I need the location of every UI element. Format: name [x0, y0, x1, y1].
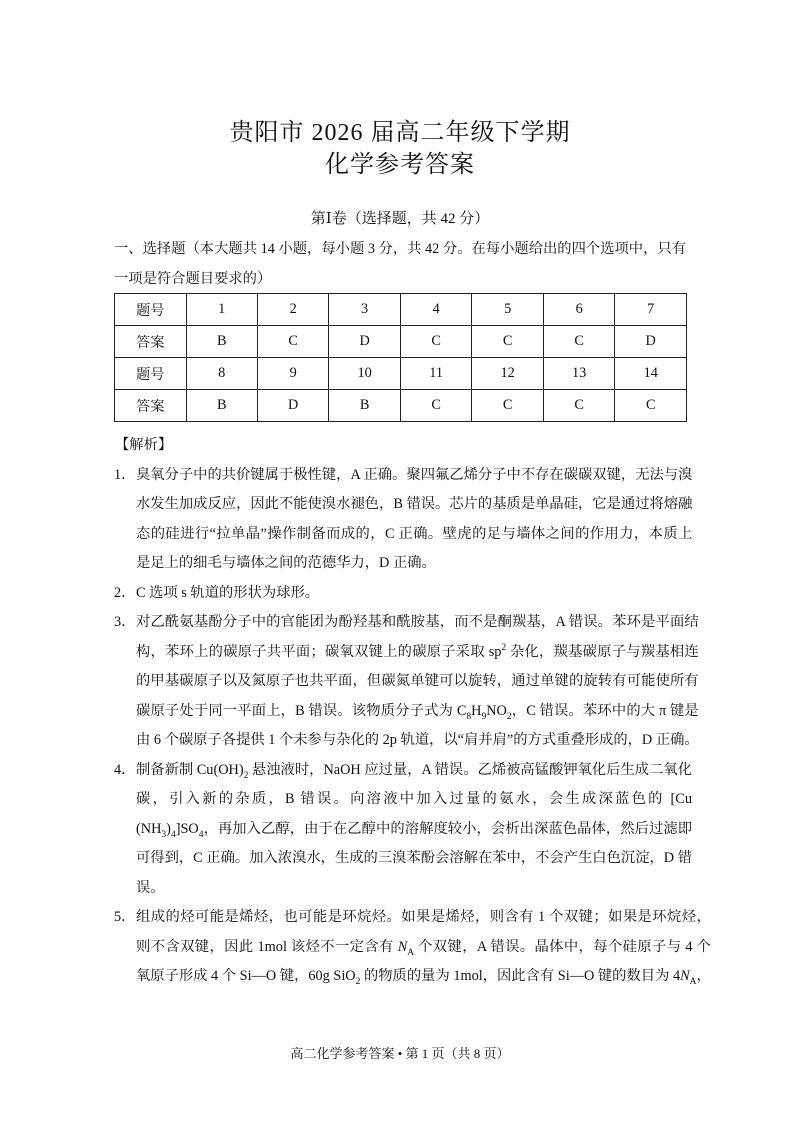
table-cell: 3	[329, 294, 401, 326]
text-line	[136, 874, 692, 904]
table-cell: 5	[472, 294, 544, 326]
text-run: 悬浊液时，NaOH 应过量，A 错误。乙烯被高锰酸钾氧化后生成二氧化	[248, 761, 692, 778]
analysis-item	[114, 579, 686, 609]
item-number: 4．	[114, 761, 136, 778]
table-cell: D	[257, 390, 328, 422]
table-cell: 1	[186, 294, 257, 326]
text-line	[136, 697, 699, 727]
text-run: 氧原子形成 4 个 Si—O 键，60g SiO	[136, 968, 356, 984]
table-cell: B	[329, 390, 401, 422]
table-cell: 6	[543, 294, 615, 326]
text-run: 的甲基碳原子以及氮原子也共平面，但碳氮单键可以旋转，通过单键的旋转有可能使所有	[136, 673, 699, 689]
subscript: 2	[355, 976, 361, 987]
italic-symbol: N	[397, 938, 408, 955]
table-cell: B	[186, 326, 257, 358]
text-line	[136, 490, 692, 520]
text-run: 由 6 个碳原子各提供 1 个未参与杂化的 2p 轨道，以“肩并肩”的方式重叠形成的，D 正确。	[136, 732, 699, 748]
item-number: 2．	[114, 584, 136, 601]
table-cell: C	[257, 326, 328, 358]
page-footer: 高二化学参考答案 • 第 1 页（共 8 页）	[290, 1046, 510, 1061]
text-line	[136, 579, 686, 609]
text-run: ，再加入乙醇，由于在乙醇中的溶解度较小，会析出深蓝色晶体，然后过滤即	[203, 820, 692, 837]
table-cell: B	[186, 390, 257, 422]
text-run: 杂化，羰基碳原子与羰基相连	[506, 643, 699, 660]
text-run: 构，苯环上的碳原子共平面；碳氧双键上的碳原子采取 sp	[136, 643, 502, 660]
answer-table	[114, 293, 687, 422]
subscript: 9	[481, 711, 487, 722]
text-line	[136, 844, 692, 874]
text-run: 水发生加成反应，因此不能使溴水褪色，B 错误。芯片的基质是单晶硅，它是通过将熔融	[136, 496, 693, 512]
text-run: 则不含双键，因此 1mol 该烃不一定含有	[136, 938, 398, 955]
table-cell: C	[472, 390, 544, 422]
instructions-line: 一项是符合题目要求的）	[114, 270, 272, 287]
text-run: (NH	[136, 820, 162, 837]
item-text	[136, 579, 686, 609]
section-instructions	[114, 235, 686, 294]
item-text	[136, 608, 699, 756]
analysis-section	[114, 431, 711, 992]
subscript: 2	[506, 711, 512, 722]
table-cell: C	[400, 390, 472, 422]
text-run: 个双键，A 错误。晶体中，每个硅原子与 4 个	[414, 938, 711, 955]
table-cell: 2	[257, 294, 328, 326]
text-line	[136, 667, 699, 697]
table-row	[115, 390, 687, 422]
text-line	[136, 933, 711, 963]
superscript: 2	[501, 642, 507, 653]
table-cell: 10	[329, 358, 401, 390]
text-line	[136, 461, 692, 491]
table-cell: C	[615, 390, 687, 422]
text-run: 碳原子处于同一平面上，B 错误。该物质分子式为 C	[136, 702, 467, 719]
part-heading: 第Ⅰ卷（选择题，共 42 分）	[310, 211, 490, 227]
document-title	[0, 117, 800, 181]
text-line	[136, 815, 692, 845]
text-line	[136, 785, 692, 815]
table-cell: D	[615, 326, 687, 358]
title-line-1: 贵阳市 2026 届高二年级下学期	[229, 120, 571, 146]
item-text	[136, 903, 711, 992]
text-run: )	[166, 820, 171, 837]
item-number: 1．	[114, 466, 136, 483]
text-run: 碳，引入新的杂质，B 错误。向溶液中加入过量的氨水，会生成深蓝色的 [Cu	[136, 791, 692, 807]
table-cell: 8	[186, 358, 257, 390]
analysis-item	[114, 608, 699, 756]
text-run: NO	[486, 702, 507, 719]
text-run: 制备新制 Cu(OH)	[136, 761, 244, 778]
item-text	[136, 756, 692, 904]
table-cell: 14	[615, 358, 687, 390]
subscript: 8	[466, 711, 472, 722]
title-line-2: 化学参考答案	[325, 152, 475, 178]
text-run: 臭氧分子中的共价键属于极性键，A 正确。聚四氟乙烯分子中不存在碳碳双键，无法与溴	[136, 466, 693, 483]
text-line	[136, 962, 711, 992]
table-cell: 7	[615, 294, 687, 326]
table-cell: 13	[543, 358, 615, 390]
text-line	[136, 549, 692, 579]
table-cell: D	[329, 326, 401, 358]
text-line	[136, 608, 699, 638]
text-run: H	[471, 702, 482, 719]
text-line	[136, 520, 692, 550]
analysis-item	[114, 903, 711, 992]
text-line	[136, 638, 699, 668]
text-run: 态的硅进行“拉单晶”操作制备而成的，C 正确。壁虎的足与墙体之间的作用力，本质上	[136, 525, 693, 542]
row-header-cell: 答案	[115, 390, 187, 422]
text-run: 是足上的细毛与墙体之间的范德华力，D 正确。	[136, 555, 436, 571]
table-cell: 12	[472, 358, 544, 390]
subscript: 4	[170, 829, 176, 840]
analysis-heading: 【解析】	[115, 437, 173, 453]
row-header-cell: 题号	[115, 358, 187, 390]
row-header-cell: 答案	[115, 326, 187, 358]
table-row	[115, 358, 687, 390]
table-cell: 9	[257, 358, 328, 390]
analysis-item	[114, 756, 692, 904]
table-cell: C	[543, 390, 615, 422]
subscript: A	[407, 947, 415, 958]
text-run: C 选项 s 轨道的形状为球形。	[136, 584, 320, 601]
item-number: 5．	[114, 909, 136, 925]
text-run: 的物质的量为 1mol，因此含有 Si—O 键的数目为 4	[360, 968, 681, 984]
table-cell: 11	[400, 358, 472, 390]
text-line	[136, 726, 699, 756]
text-run: ]SO	[175, 820, 199, 837]
text-line	[136, 756, 692, 786]
text-run: ，C 错误。苯环中的大 π 键是	[511, 702, 699, 719]
table-cell: C	[472, 326, 544, 358]
table-row	[115, 326, 687, 358]
item-text	[136, 461, 692, 579]
table-cell: C	[400, 326, 472, 358]
text-run: 对乙酰氨基酚分子中的官能团为酚羟基和酰胺基，而不是酮羰基，A 错误。苯环是平面结	[136, 614, 699, 630]
table-cell: 4	[400, 294, 472, 326]
table-cell: C	[543, 326, 615, 358]
subscript: 4	[198, 829, 204, 840]
item-number: 3．	[114, 614, 136, 630]
subscript: A	[689, 976, 697, 987]
italic-symbol: N	[680, 968, 690, 984]
subscript: 2	[243, 770, 249, 781]
subscript: 3	[161, 829, 167, 840]
table-row	[115, 294, 687, 326]
instructions-line: 一、选择题（本大题共 14 小题，每小题 3 分，共 42 分。在每小题给出的四个选项中，只有	[114, 241, 686, 257]
text-run: 可得到，C 正确。加入浓溴水，生成的三溴苯酚会溶解在苯中，不会产生白色沉淀，D 错	[136, 850, 692, 866]
row-header-cell: 题号	[115, 294, 187, 326]
analysis-item	[114, 461, 693, 579]
text-run: 误。	[136, 879, 165, 896]
text-line	[136, 903, 711, 933]
text-run: 组成的烃可能是烯烃，也可能是环烷烃。如果是烯烃，则含有 1 个双键；如果是环烷烃，	[136, 909, 711, 925]
text-run: ，	[696, 968, 711, 984]
